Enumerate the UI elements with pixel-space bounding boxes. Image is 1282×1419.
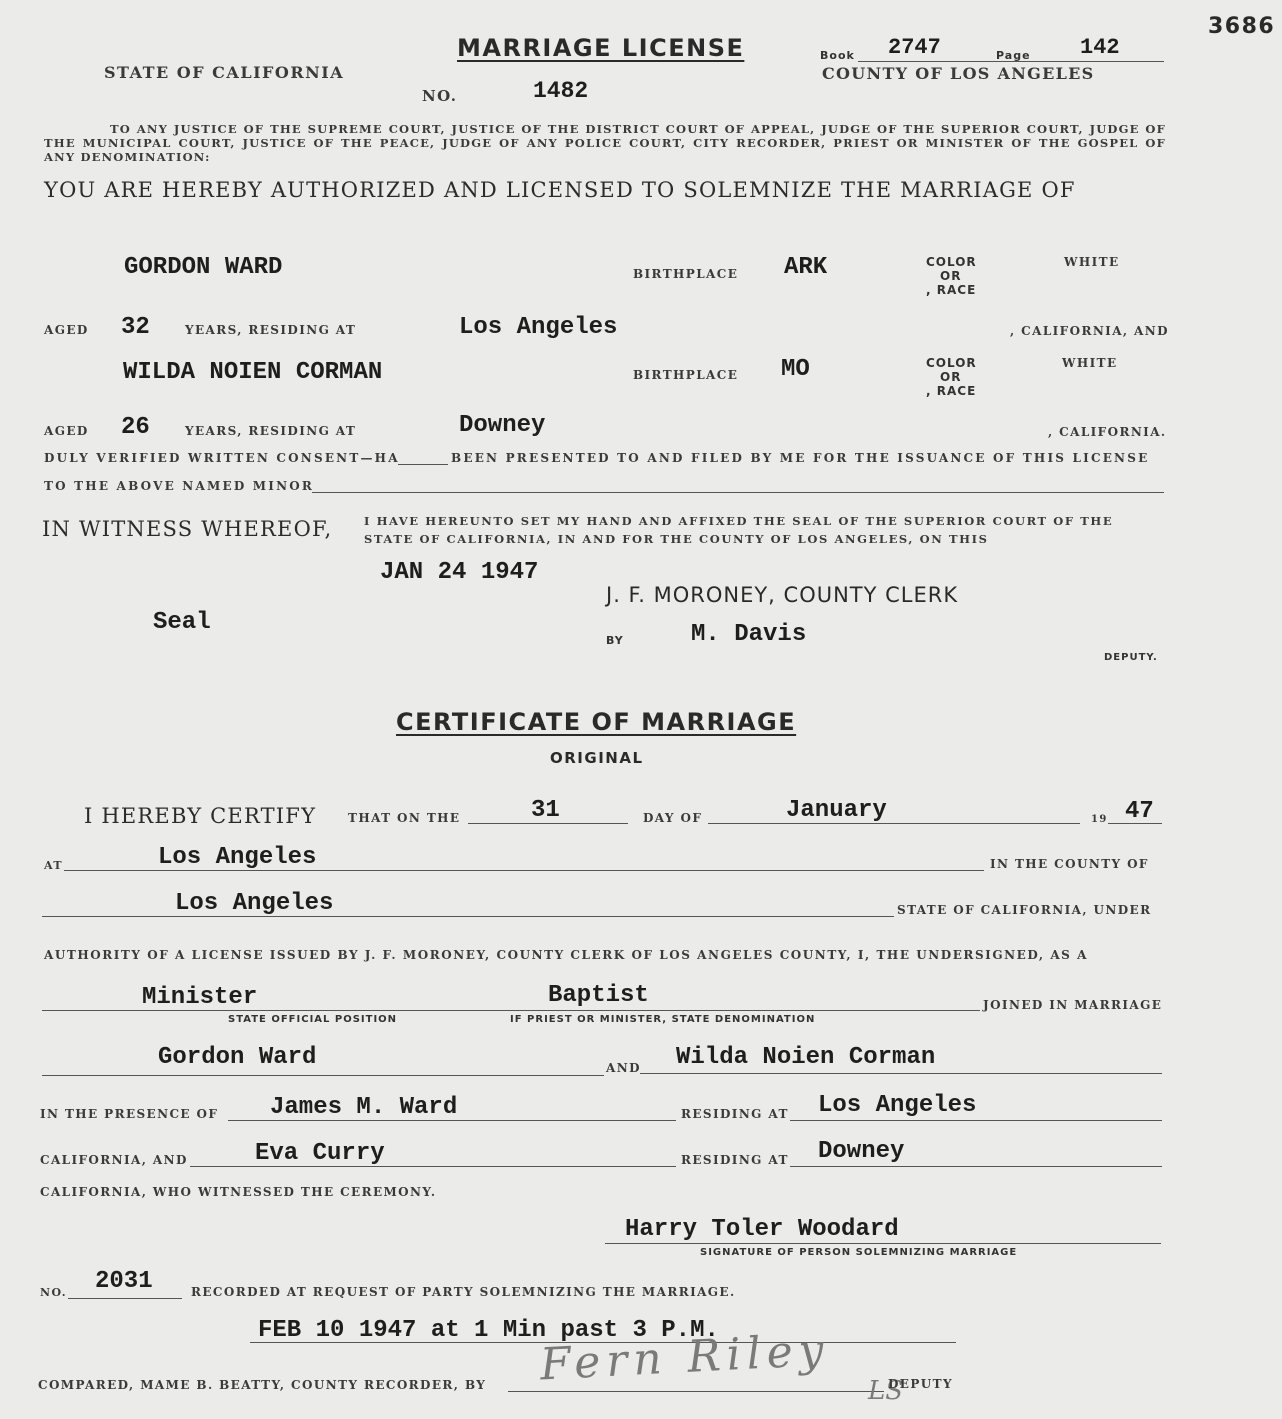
groom-birthplace-label: BIRTHPLACE (633, 267, 739, 281)
compared-text: COMPARED, MAME B. BEATTY, COUNTY RECORDER, BY (38, 1378, 487, 1392)
groom-birthplace: ARK (784, 254, 828, 281)
bride-name: WILDA NOIEN CORMAN (123, 359, 383, 386)
witness-1-residence: Los Angeles (818, 1092, 977, 1119)
groom-age: 32 (121, 314, 150, 341)
bride-residence: Downey (459, 412, 546, 439)
witness-1-name: James M. Ward (270, 1094, 458, 1121)
recorded-datetime: FEB 10 1947 at 1 Min past 3 P.M. (258, 1317, 719, 1344)
position-caption: STATE OFFICIAL POSITION (228, 1014, 398, 1025)
bride-birthplace: MO (781, 356, 810, 383)
groom-race-label-2: OR (940, 269, 962, 283)
county-label: COUNTY OF LOS ANGELES (822, 64, 1095, 83)
page-label: Page (996, 49, 1031, 62)
bride-race-label-2: OR (940, 370, 962, 384)
bride-birthplace-label: BIRTHPLACE (633, 368, 739, 382)
license-no-label: NO. (422, 87, 458, 105)
at-label: AT (44, 859, 63, 872)
groom-signature-name: Gordon Ward (158, 1044, 317, 1071)
certificate-subtitle: ORIGINAL (550, 749, 644, 767)
official-position: Minister (142, 984, 258, 1011)
ceremony-text: CALIFORNIA, WHO WITNESSED THE CEREMONY. (40, 1185, 437, 1199)
recorder-initials: LS (868, 1376, 904, 1406)
recording-no-label: NO. (40, 1286, 68, 1299)
witness-1-residing-label: RESIDING AT (681, 1107, 789, 1121)
authority-text: AUTHORITY OF A LICENSE ISSUED BY J. F. MORONEY, COUNTY CLERK OF LOS ANGELES COUNTY, I, THE UNDERSIGNED, AS A (44, 948, 1088, 962)
groom-race-label-1: COLOR (926, 255, 977, 269)
groom-race-label-3: , RACE (926, 283, 977, 297)
bride-signature-name: Wilda Noien Corman (676, 1044, 936, 1071)
presence-label: IN THE PRESENCE OF (40, 1107, 219, 1121)
bride-race-label-1: COLOR (926, 356, 977, 370)
signature-caption: SIGNATURE OF PERSON SOLEMNIZING MARRIAGE (700, 1247, 1018, 1258)
certificate-title: CERTIFICATE OF MARRIAGE (396, 708, 797, 736)
address-paragraph: TO ANY JUSTICE OF THE SUPREME COURT, JUSTICE OF THE DISTRICT COURT OF APPEAL, JUDGE OF THE SUPERIOR COURT, JUDGE OF THE MUNICIPAL COURT, JUSTICE OF THE PEACE, JUDGE OF ANY POLICE COURT, CITY RECORDER, PRIEST OR MINISTER OF THE GOSPEL OF ANY DENOMINATION: (44, 122, 1166, 164)
county-of-label: IN THE COUNTY OF (990, 857, 1149, 871)
corner-number: 3686 (1208, 14, 1276, 39)
certify-label: I HEREBY CERTIFY (84, 804, 317, 828)
joined-label: JOINED IN MARRIAGE (983, 998, 1163, 1012)
witness-2-residing-label: RESIDING AT (681, 1153, 789, 1167)
officiant-name: Harry Toler Woodard (625, 1216, 899, 1243)
witness-2-residence: Downey (818, 1138, 905, 1165)
groom-race: WHITE (1064, 255, 1120, 269)
county-clerk: J. F. MORONEY, COUNTY CLERK (606, 583, 959, 607)
denomination-caption: IF PRIEST OR MINISTER, STATE DENOMINATION (510, 1014, 816, 1025)
recorder-signature: Fern Riley (538, 1324, 831, 1391)
recording-deputy-label: DEPUTY (888, 1377, 953, 1391)
witness-text-1: I HAVE HEREUNTO SET MY HAND AND AFFIXED THE SEAL OF THE SUPERIOR COURT OF THE (364, 514, 1114, 528)
california-and-label: CALIFORNIA, AND (40, 1153, 188, 1167)
license-number: 1482 (533, 78, 589, 104)
state-under-label: STATE OF CALIFORNIA, UNDER (897, 903, 1152, 917)
bride-suffix: , CALIFORNIA. (1048, 425, 1167, 439)
consent-text-3: TO THE ABOVE NAMED MINOR (44, 479, 315, 493)
groom-residing-label: YEARS, RESIDING AT (185, 323, 357, 337)
groom-residence: Los Angeles (459, 314, 618, 341)
book-label: Book (820, 49, 855, 62)
marriage-county: Los Angeles (175, 890, 334, 917)
that-on-label: THAT ON THE (348, 811, 461, 825)
consent-text-1: DULY VERIFIED WRITTEN CONSENT—HA (44, 451, 400, 465)
witness-text-2: STATE OF CALIFORNIA, IN AND FOR THE COUNTY OF LOS ANGELES, ON THIS (364, 532, 989, 546)
bride-aged-label: AGED (44, 424, 89, 438)
recorded-text: RECORDED AT REQUEST OF PARTY SOLEMNIZING THE MARRIAGE. (191, 1285, 736, 1299)
groom-aged-label: AGED (44, 323, 89, 337)
marriage-month: January (786, 797, 887, 824)
consent-text-2: BEEN PRESENTED TO AND FILED BY ME FOR THE ISSUANCE OF THIS LICENSE (451, 451, 1150, 465)
by-label: BY (606, 634, 624, 647)
witness-2-name: Eva Curry (255, 1140, 385, 1167)
marriage-place: Los Angeles (158, 844, 317, 871)
year-prefix: 19 (1091, 814, 1108, 825)
state-label: STATE OF CALIFORNIA (104, 63, 345, 82)
issue-date: JAN 24 1947 (380, 559, 539, 586)
bride-race: WHITE (1062, 356, 1118, 370)
license-title: MARRIAGE LICENSE (457, 34, 745, 62)
groom-name: GORDON WARD (124, 254, 283, 281)
day-of-label: DAY OF (643, 811, 703, 825)
and-label: AND (606, 1061, 641, 1075)
denomination: Baptist (548, 982, 649, 1009)
marriage-day: 31 (531, 797, 560, 824)
recording-number: 2031 (95, 1268, 153, 1295)
book-number: 2747 (888, 35, 941, 60)
seal: Seal (153, 609, 211, 636)
witness-heading: IN WITNESS WHEREOF, (42, 517, 333, 541)
bride-race-label-3: , RACE (926, 384, 977, 398)
authorized-statement: YOU ARE HEREBY AUTHORIZED AND LICENSED TO SOLEMNIZE THE MARRIAGE OF (44, 178, 1076, 202)
bride-residing-label: YEARS, RESIDING AT (185, 424, 357, 438)
page-number: 142 (1080, 35, 1120, 60)
deputy-label: DEPUTY. (1104, 652, 1158, 663)
bride-age: 26 (121, 414, 150, 441)
marriage-year: 47 (1125, 798, 1154, 825)
deputy-name: M. Davis (691, 621, 807, 648)
groom-suffix: , CALIFORNIA, AND (1010, 324, 1169, 338)
